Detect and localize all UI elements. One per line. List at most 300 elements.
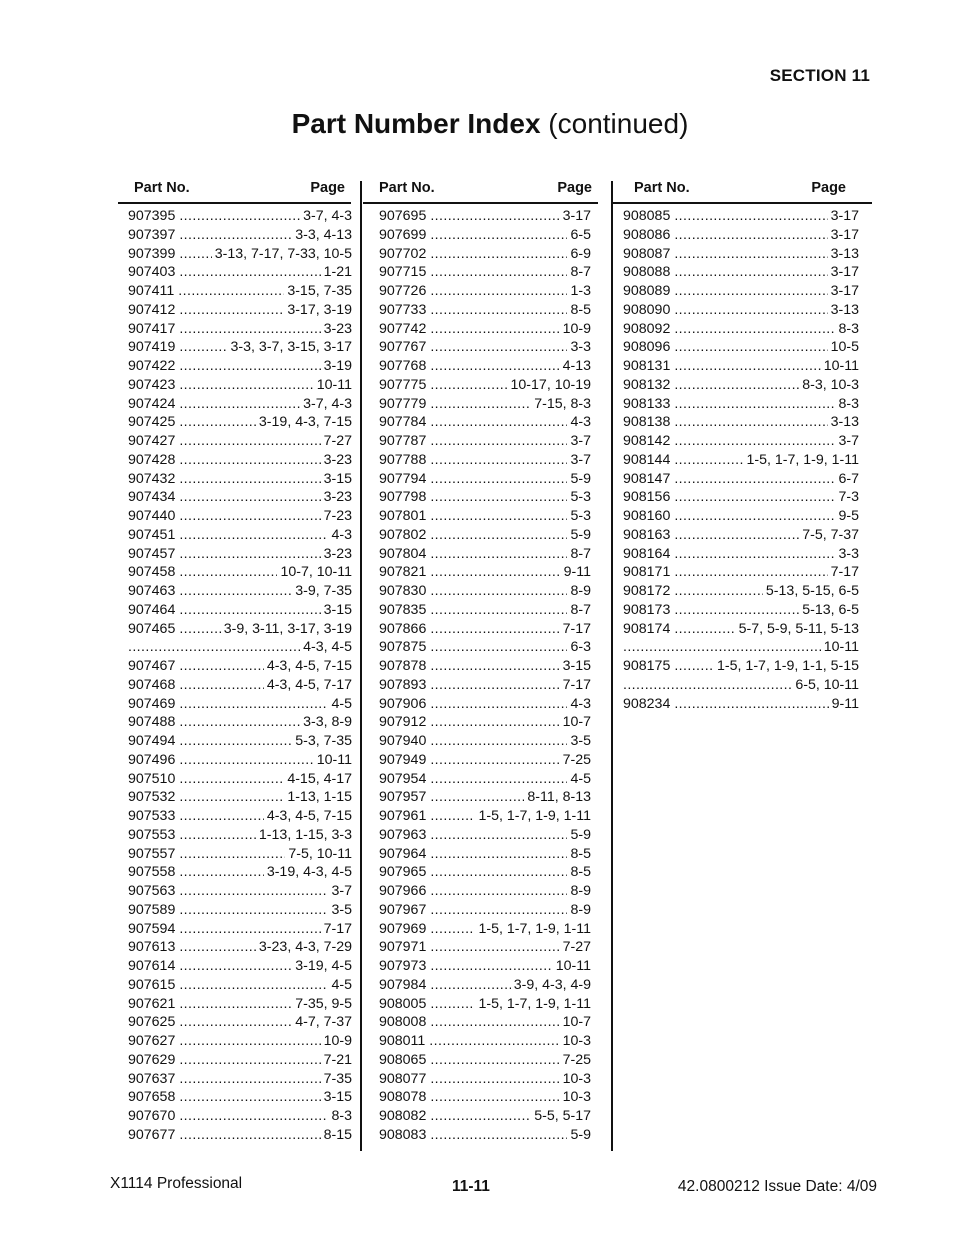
part-number: 908082 [379, 1108, 427, 1124]
page-reference: 7-21 [323, 1051, 352, 1068]
index-entry [379, 320, 591, 339]
page-reference: 5-3 [570, 489, 591, 506]
part-number: 907463 [128, 583, 176, 599]
header-part-no: Part No. [379, 180, 435, 196]
index-entry [128, 282, 352, 301]
index-entry [128, 582, 352, 601]
page-reference: 9-11 [563, 564, 591, 581]
part-number: 907912 [379, 714, 427, 731]
dot-leader [430, 807, 475, 826]
page-reference: 7-17 [830, 564, 859, 581]
dot-leader [179, 545, 320, 564]
index-entry [128, 826, 352, 845]
dot-leader [179, 620, 220, 639]
index-entry [623, 282, 859, 301]
part-number: 907784 [379, 414, 427, 431]
part-number: 907830 [379, 583, 427, 599]
header-part-no: Part No. [134, 180, 190, 196]
part-number: 908163 [623, 526, 671, 543]
index-entry [128, 470, 352, 489]
dot-leader [430, 432, 567, 451]
part-number: 907423 [128, 376, 176, 393]
index-entry [623, 545, 859, 564]
dot-leader [128, 638, 300, 657]
index-entry [128, 620, 352, 639]
page-reference: 3-17 [830, 208, 859, 224]
dot-leader [674, 545, 835, 564]
index-entry [379, 357, 591, 376]
dot-leader [430, 563, 560, 582]
index-entry [379, 1126, 591, 1145]
page-reference: 3-7 [331, 883, 352, 899]
dot-leader [429, 1032, 559, 1051]
part-number: 907957 [379, 789, 427, 806]
part-number: 908234 [623, 695, 671, 712]
index-entry [379, 863, 591, 882]
dot-leader [430, 545, 567, 564]
index-entry [379, 263, 591, 282]
page-reference: 3-13 [830, 301, 859, 318]
index-entry [623, 226, 859, 245]
page-reference: 3-13 [830, 245, 859, 262]
page-reference: 3-17 [562, 208, 591, 224]
part-number: 907677 [128, 1126, 176, 1143]
index-entry [379, 1051, 591, 1070]
dot-leader [430, 638, 567, 657]
part-number: 907432 [128, 470, 176, 487]
index-entry [379, 338, 591, 357]
index-entry [623, 695, 859, 714]
index-entry [128, 301, 352, 320]
index-entry [379, 788, 591, 807]
index-entry [128, 545, 352, 564]
part-number: 907451 [128, 526, 176, 543]
part-number: 907742 [379, 320, 427, 337]
page-reference: 8-3 [331, 1108, 352, 1124]
index-entry [623, 338, 859, 357]
page-reference: 3-17 [830, 226, 859, 243]
index-entry [128, 1088, 352, 1107]
dot-leader [674, 357, 820, 376]
part-number: 907613 [128, 939, 176, 956]
part-number: 907469 [128, 695, 176, 712]
index-entry [128, 1013, 352, 1032]
page-reference: 4-13 [562, 358, 591, 374]
page-reference: 3-7, 4-3 [303, 208, 352, 224]
part-number: 907835 [379, 601, 427, 618]
part-number: 908160 [623, 508, 671, 524]
dot-leader [179, 995, 292, 1014]
index-entry [128, 713, 352, 732]
page-reference: 3-7 [570, 433, 591, 449]
dot-leader [179, 1088, 320, 1107]
index-entry [623, 376, 859, 395]
page-reference: 5-3, 7-35 [295, 733, 352, 749]
part-number: 907468 [128, 676, 176, 693]
column-divider-2 [611, 181, 613, 1151]
dot-leader [179, 395, 300, 414]
part-number: 907615 [128, 976, 176, 993]
dot-leader [674, 695, 828, 714]
index-entry [128, 751, 352, 770]
page-reference: 3-9, 3-11, 3-17, 3-19 [223, 620, 352, 637]
part-number: 907768 [379, 358, 427, 374]
index-entry [379, 620, 591, 639]
dot-leader [179, 526, 328, 545]
dot-leader [674, 320, 835, 339]
index-entry [379, 507, 591, 526]
index-entry [379, 207, 591, 226]
part-number: 908164 [623, 545, 671, 562]
dot-leader [430, 338, 567, 357]
dot-leader [674, 507, 835, 526]
footer-issue: 42.0800212 Issue Date: 4/09 [677, 1178, 877, 1195]
part-number: 907558 [128, 864, 176, 881]
part-number: 907422 [128, 358, 176, 374]
page-reference: 4-5 [570, 770, 591, 787]
part-number: 907695 [379, 208, 427, 224]
index-entry [128, 1070, 352, 1089]
dot-leader [179, 1013, 292, 1032]
dot-leader [430, 207, 559, 226]
page-reference: 1-5, 1-7, 1-9, 1-11 [478, 920, 591, 937]
dot-leader [179, 470, 320, 489]
dot-leader [674, 263, 827, 282]
page-reference: 3-15 [562, 658, 591, 674]
part-number: 908096 [623, 339, 671, 356]
dot-leader [430, 657, 559, 676]
title-main: Part Number Index [291, 108, 541, 139]
page-reference: 3-13, 7-17, 7-33, 10-5 [214, 245, 352, 262]
part-number: 908132 [623, 376, 671, 393]
page-reference: 10-5 [830, 339, 859, 356]
part-number: 907464 [128, 601, 176, 618]
page-reference: 1-13, 1-15 [287, 789, 352, 806]
part-number: 907425 [128, 414, 176, 431]
part-number: 907715 [379, 264, 427, 281]
dot-leader [430, 751, 559, 770]
dot-leader [430, 788, 524, 807]
index-entry [128, 695, 352, 714]
page-reference: 3-23 [323, 489, 352, 506]
dot-leader [674, 413, 827, 432]
part-number: 908131 [623, 358, 671, 374]
index-entry [379, 563, 591, 582]
column-header-2 [363, 178, 598, 204]
page-reference: 10-7 [562, 714, 591, 731]
header-part-no: Part No. [634, 180, 690, 196]
header-page: Page [811, 180, 846, 196]
index-entry [128, 863, 352, 882]
index-entry [128, 451, 352, 470]
dot-leader [179, 732, 292, 751]
index-entry [379, 976, 591, 995]
index-entry [128, 357, 352, 376]
part-number: 907804 [379, 545, 427, 562]
dot-leader [430, 957, 552, 976]
part-number: 908142 [623, 433, 671, 449]
page-reference: 1-3 [570, 283, 591, 299]
index-entry [379, 245, 591, 264]
index-column-2 [379, 207, 591, 1145]
page-reference: 3-19 [323, 358, 352, 374]
dot-leader [623, 676, 792, 695]
part-number: 907510 [128, 770, 176, 787]
title-suffix: (continued) [540, 108, 689, 139]
page-reference: 4-3, 4-5 [303, 639, 352, 656]
index-entry [379, 395, 591, 414]
page-reference: 6-5 [570, 226, 591, 243]
dot-leader [179, 788, 284, 807]
page-reference: 3-3 [838, 545, 859, 562]
part-number: 907589 [128, 901, 176, 918]
index-entry [128, 432, 352, 451]
dot-leader [674, 338, 827, 357]
page-reference: 8-5 [570, 864, 591, 881]
part-number: 908092 [623, 320, 671, 337]
part-number: 907969 [379, 920, 427, 937]
dot-leader [179, 245, 211, 264]
page-reference: 4-3 [331, 526, 352, 543]
index-entry [379, 301, 591, 320]
index-entry [128, 526, 352, 545]
index-entry [623, 395, 859, 414]
index-entry [128, 732, 352, 751]
dot-leader [430, 1051, 559, 1070]
part-number: 907971 [379, 939, 427, 956]
part-number: 908133 [623, 395, 671, 412]
page-reference: 1-5, 1-7, 1-9, 1-1, 5-15 [717, 658, 859, 674]
page-reference: 6-9 [570, 245, 591, 262]
index-entry [379, 376, 591, 395]
page-reference: 7-17 [562, 676, 591, 693]
dot-leader [674, 526, 799, 545]
index-entry [623, 357, 859, 376]
index-entry [623, 413, 859, 432]
index-entry-continuation [623, 676, 859, 695]
page-reference: 10-11 [823, 639, 859, 656]
index-entry [379, 470, 591, 489]
index-entry [623, 657, 859, 676]
part-number: 908172 [623, 583, 671, 599]
page-reference: 7-17 [323, 920, 352, 937]
part-number: 907488 [128, 714, 176, 731]
dot-leader [179, 713, 300, 732]
part-number: 908088 [623, 264, 671, 281]
dot-leader [674, 601, 799, 620]
dot-leader [430, 601, 567, 620]
part-number: 907973 [379, 958, 427, 974]
part-number: 908077 [379, 1070, 427, 1087]
index-entry [128, 1126, 352, 1145]
index-entry [379, 901, 591, 920]
page-reference: 3-19, 4-3, 4-5 [266, 864, 352, 881]
page-reference: 6-3 [570, 639, 591, 656]
dot-leader [674, 563, 827, 582]
page-reference: 8-9 [570, 583, 591, 599]
dot-leader [179, 826, 256, 845]
dot-leader [179, 695, 328, 714]
part-number: 907775 [379, 376, 427, 393]
part-number: 907434 [128, 489, 176, 506]
dot-leader [430, 226, 567, 245]
dot-leader [430, 938, 559, 957]
dot-leader [430, 845, 567, 864]
index-column-1 [128, 207, 352, 1145]
page-reference: 10-9 [323, 1033, 352, 1049]
index-entry [623, 320, 859, 339]
part-number: 908085 [623, 208, 671, 224]
page-reference: 3-19, 4-5 [295, 958, 352, 974]
part-number: 907553 [128, 826, 176, 843]
dot-leader [674, 488, 835, 507]
index-entry [623, 207, 859, 226]
index-entry [128, 976, 352, 995]
part-number: 907614 [128, 958, 176, 974]
dot-leader [179, 432, 320, 451]
index-entry [379, 1070, 591, 1089]
page-reference: 7-5, 7-37 [802, 526, 859, 543]
dot-leader [674, 301, 827, 320]
index-entry [128, 338, 352, 357]
page-reference: 7-35, 9-5 [295, 995, 352, 1012]
page-reference: 7-27 [323, 433, 352, 449]
header-page: Page [557, 180, 592, 196]
dot-leader [430, 488, 567, 507]
index-entry [379, 601, 591, 620]
page-reference: 8-7 [570, 264, 591, 281]
page-reference: 4-7, 7-37 [295, 1014, 352, 1031]
page-reference: 3-7 [570, 451, 591, 468]
part-number: 908156 [623, 489, 671, 506]
column-header-1 [118, 178, 351, 204]
dot-leader [179, 582, 292, 601]
dot-leader [623, 638, 821, 657]
part-number: 907629 [128, 1051, 176, 1068]
dot-leader [179, 676, 263, 695]
part-number: 907467 [128, 658, 176, 674]
part-number: 907965 [379, 864, 427, 881]
part-number: 907440 [128, 508, 176, 524]
dot-leader [430, 357, 559, 376]
part-number: 907949 [379, 751, 427, 768]
page-reference: 5-9 [570, 826, 591, 843]
index-entry [128, 376, 352, 395]
dot-leader [430, 770, 567, 789]
index-entry [379, 432, 591, 451]
part-number: 907621 [128, 995, 176, 1012]
footer-product: X1114 Professional [110, 1175, 243, 1192]
index-entry [128, 676, 352, 695]
dot-leader [179, 1051, 320, 1070]
index-entry-continuation [128, 638, 352, 657]
footer-page-number: 11-11 [452, 1178, 490, 1195]
page-reference: 3-9, 7-35 [295, 583, 352, 599]
page-reference: 10-11 [555, 958, 591, 974]
part-number: 908147 [623, 470, 671, 487]
index-entry [379, 676, 591, 695]
part-number: 907798 [379, 489, 427, 506]
page-reference: 3-3, 4-13 [295, 226, 352, 243]
dot-leader [179, 938, 256, 957]
page-reference: 3-17 [830, 264, 859, 281]
page-reference: 4-3 [570, 414, 591, 431]
page-reference: 3-17, 3-19 [287, 301, 352, 318]
index-entry [379, 695, 591, 714]
section-label: SECTION 11 [769, 66, 870, 85]
part-number: 907403 [128, 264, 176, 281]
part-number: 908078 [379, 1089, 427, 1106]
dot-leader [430, 395, 531, 414]
page-reference: 3-23 [323, 545, 352, 562]
index-entry [379, 526, 591, 545]
dot-leader [179, 338, 227, 357]
part-number: 907411 [128, 283, 175, 299]
index-entry [379, 1107, 591, 1126]
part-number: 907557 [128, 845, 176, 862]
index-entry [379, 282, 591, 301]
dot-leader [179, 488, 320, 507]
page-reference: 10-11 [823, 358, 859, 374]
page-reference: 1-5, 1-7, 1-9, 1-11 [746, 451, 859, 468]
dot-leader [179, 601, 320, 620]
page-title [0, 108, 954, 140]
page-reference: 7-25 [562, 751, 591, 768]
dot-leader [430, 263, 567, 282]
part-number: 907963 [379, 826, 427, 843]
index-entry [623, 488, 859, 507]
part-number: 907395 [128, 208, 176, 224]
part-number: 907458 [128, 564, 176, 581]
index-entry [128, 657, 352, 676]
page-reference: 5-9 [570, 470, 591, 487]
dot-leader [674, 207, 827, 226]
page-reference: 3-3 [570, 339, 591, 356]
dot-leader [430, 245, 567, 264]
dot-leader [179, 882, 328, 901]
index-entry [128, 320, 352, 339]
dot-leader [430, 713, 559, 732]
dot-leader [179, 301, 284, 320]
index-entry [379, 226, 591, 245]
part-number: 907496 [128, 751, 176, 768]
dot-leader [674, 432, 835, 451]
dot-leader [430, 507, 567, 526]
index-entry [379, 1013, 591, 1032]
page-reference: 10-9 [562, 320, 591, 337]
index-entry [128, 263, 352, 282]
index-entry [128, 1051, 352, 1070]
index-entry [379, 751, 591, 770]
page-reference: 6-5, 10-11 [795, 676, 859, 693]
index-entry [379, 807, 591, 826]
page-reference: 8-9 [570, 901, 591, 918]
part-number: 907866 [379, 620, 427, 637]
dot-leader [674, 282, 827, 301]
index-entry [379, 920, 591, 939]
dot-leader [430, 732, 567, 751]
dot-leader [430, 882, 567, 901]
part-number: 907954 [379, 770, 427, 787]
dot-leader [179, 751, 313, 770]
page-reference: 3-17 [830, 283, 859, 299]
part-number: 907532 [128, 789, 176, 806]
index-entry [128, 938, 352, 957]
dot-leader [179, 413, 256, 432]
page-reference: 8-3, 10-3 [802, 376, 859, 393]
dot-leader [674, 395, 835, 414]
page-reference: 10-3 [562, 1089, 591, 1106]
